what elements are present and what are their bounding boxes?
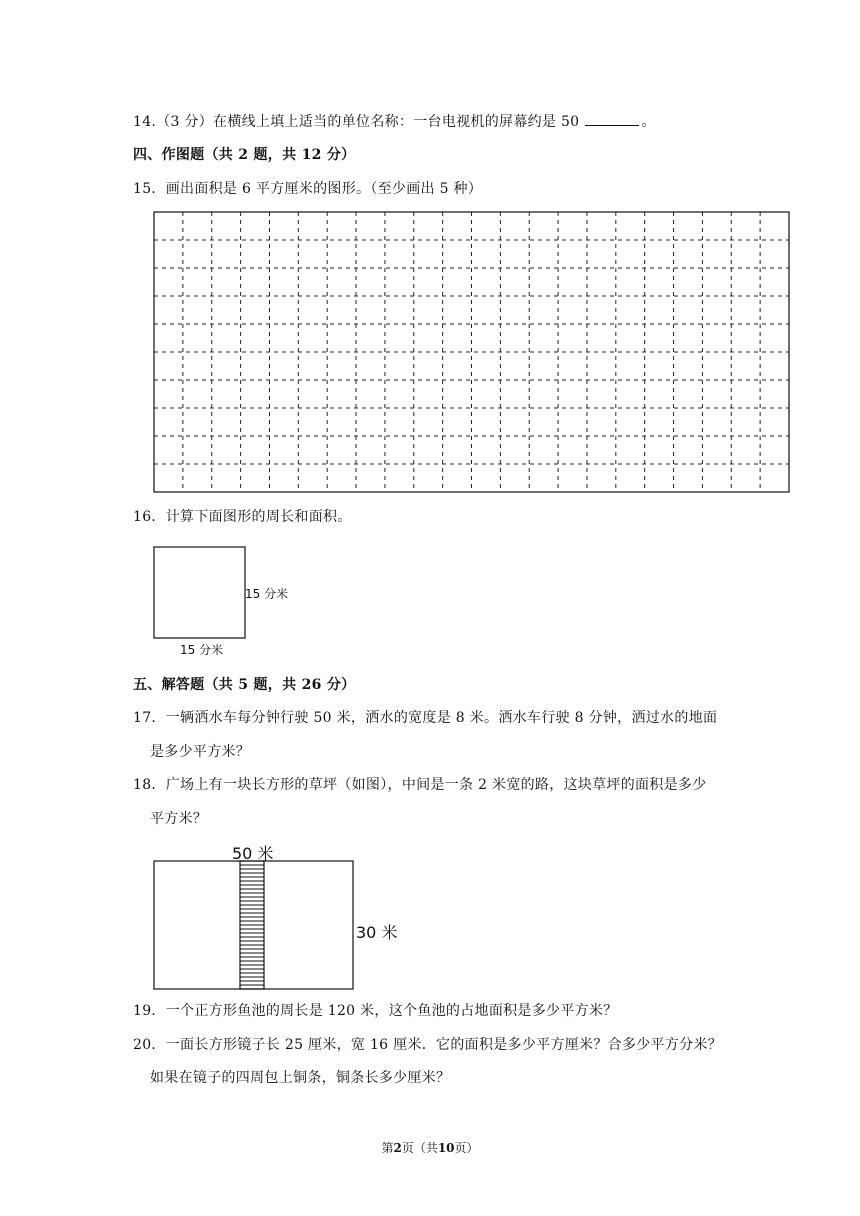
grid-border [154, 212, 789, 492]
question-20-line-2: 如果在镜子的四周包上铜条，铜条长多少厘米？ [150, 1070, 451, 1086]
road-hatching [240, 865, 264, 985]
question-14-text: 14.（3 分）在横线上填上适当的单位名称：一台电视机的屏幕约是 50 [133, 114, 580, 130]
square-shape [154, 547, 245, 638]
question-19: 19．一个正方形鱼池的周长是 120 米，这个鱼池的占地面积是多少平方米？ [133, 1003, 618, 1019]
footer-page-number: 2 [393, 1141, 402, 1155]
question-20-line-1: 20．一面长方形镜子长 25 厘米，宽 16 厘米．它的面积是多少平方厘米？合多少平方分米？ [133, 1037, 723, 1053]
lawn-outline [154, 861, 353, 989]
square-side-label: 15 分米 [245, 587, 289, 601]
question-14-suffix: 。 [641, 114, 656, 130]
road-strip [240, 861, 264, 989]
footer-middle: 页（共 [401, 1141, 438, 1155]
section-4-heading: 四、作图题（共 2 题，共 12 分） [133, 147, 356, 163]
lawn-side-label: 30 米 [356, 923, 398, 942]
question-18-line-2: 平方米？ [150, 811, 208, 827]
question-17-line-1: 17．一辆洒水车每分钟行驶 50 米，洒水的宽度是 8 米。洒水车行驶 8 分钟，洒过水的地面 [133, 710, 718, 726]
question-14 [133, 112, 656, 132]
lawn-top-label: 50 米 [232, 844, 274, 863]
question-18-line-1: 18．广场上有一块长方形的草坪（如图），中间是一条 2 米宽的路，这块草坪的面积是多少 [133, 777, 707, 793]
answer-blank[interactable] [585, 112, 639, 126]
footer-prefix: 第 [381, 1141, 394, 1155]
question-16: 16．计算下面图形的周长和面积。 [133, 509, 352, 525]
question-15: 15．画出面积是 6 平方厘米的图形。（至少画出 5 种） [133, 181, 483, 197]
question-17-line-2: 是多少平方米？ [150, 744, 251, 760]
square-bottom-label: 15 分米 [180, 643, 224, 657]
footer-total-pages: 10 [437, 1141, 455, 1155]
section-5-heading: 五、解答题（共 5 题，共 26 分） [133, 677, 356, 693]
page-footer [0, 1140, 860, 1156]
footer-suffix: 页） [454, 1141, 479, 1155]
